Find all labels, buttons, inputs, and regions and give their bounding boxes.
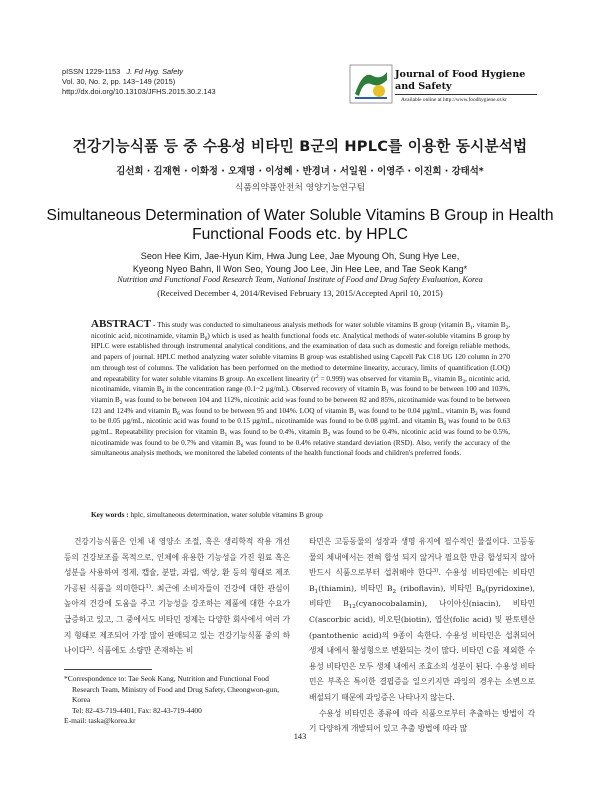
body-text: (riboflavin), 비타민 B bbox=[396, 583, 482, 593]
reference-marker: 3) bbox=[432, 568, 439, 575]
english-title-line1: Simultaneous Determination of Water Soluble Vitamins B Group in Health bbox=[46, 207, 554, 224]
footnote-email[interactable]: E-mail: taska@korea.kr bbox=[64, 716, 136, 726]
journal-name bbox=[395, 69, 525, 92]
subscript: 12 bbox=[348, 604, 356, 611]
english-authors-line1: Seon Hee Kim, Jae-Hyun Kim, Hwa Jung Lee, Jae Myoung Oh, Sung Hye Lee, bbox=[140, 251, 460, 261]
body-text: (pyridoxine), 비타민 B bbox=[309, 583, 535, 609]
page-number: 143 bbox=[293, 732, 307, 741]
volume-line: Vol. 30, No. 2, pp. 143~149 (2015) bbox=[62, 77, 176, 87]
english-title bbox=[40, 206, 560, 244]
subscript: 1 bbox=[353, 410, 357, 417]
superscript: 2 bbox=[315, 373, 319, 380]
abstract-text: , vitamin B bbox=[472, 321, 506, 329]
subscript: 1 bbox=[427, 378, 431, 385]
correspondence-footnote bbox=[64, 674, 294, 727]
abstract-text: , nicotinic acid, nicotinamide, vitamin B bbox=[91, 321, 510, 340]
subscript: 6 bbox=[177, 410, 180, 417]
abstract-text: was found to be between 95 and 104%. LOQ of vitamin B bbox=[179, 406, 354, 415]
korean-title: 건강기능식품 등 중 수용성 비타민 B군의 HPLC를 이용한 동시분석법 bbox=[72, 138, 528, 155]
subscript: 2 bbox=[475, 410, 478, 417]
subscript: 2 bbox=[462, 378, 466, 385]
subscript: 6 bbox=[204, 335, 208, 342]
subscript: 1 bbox=[314, 588, 319, 595]
subscript: 2 bbox=[505, 325, 509, 331]
abstract-text: ) which is used as health functional foods etc. Analytical methods of water-soluble vitamins B group by HPLC were established through instrumental analytical conditions, and the examination of data such as domestic and foreign reliable methods, and papers of journal. HPLC method analyzing water soluble vitamins B group was established using Capcell Pak C18 UG 120 column in 270 nm through test of columns. The validation has been performed on the method to determine linearity, accuracy, limits of quantification (LOQ) and repeatability for water soluble vitamins B group. An excellent linearity (r bbox=[91, 331, 511, 383]
body-text: (thiamin), 비타민 B bbox=[318, 583, 393, 593]
subscript: 6 bbox=[161, 389, 165, 396]
abstract-text: was found to be between 104 and 112%, nicotinic acid was found to be between 82 and 85%, nicotinamide was found to be between 121 and 124% and vitamin B bbox=[91, 395, 510, 415]
subscript: 6 bbox=[481, 588, 486, 595]
logo-divider bbox=[395, 94, 537, 95]
body-text: . 최근에 소비자들이 건강에 대한 관심이 높아져 건강에 도움을 주고 기능성을 강조하는 제품에 대한 수요가 급증하고 있고, 그 중에서도 비타민 정제는 다양한 회사에서 여러 가지 형태로 제조되어 가장 많이 판매되고 있는 건강기능식품 중의 하나이다 bbox=[64, 583, 290, 656]
subscript: 6 bbox=[240, 442, 244, 449]
abstract-text: was found to be 0.04 µg/mL, vitamin B bbox=[356, 406, 476, 415]
journal-name-line1: Journal of Food Hygiene bbox=[395, 69, 526, 80]
doi-link[interactable]: http://dx.doi.org/10.13103/JFHS.2015.30.2.143 bbox=[62, 87, 216, 97]
body-text: (cyanocobalamin), 나이아신(niacin), 비타민 C(ascorbic acid), 비오틴(biotin), 엽산(folic acid) 및 판토텐산(pantothenic acid)의 9종이 속한다. 수용성 비타민은 섭취되어 생체 내에서 활성형으로 변환되는 것이 많다. 비타민 C를 제외한 수용성 비타민은 모두 생체 내에서 조효소의 성분이 된다. 수용성 비타민은 부족은 특이한 결핍증을 일으키지만 과잉의 경우는 소변으로 배설되기 때문에 과잉증은 나타나지 않는다. bbox=[309, 599, 535, 702]
korean-affiliation: 식품의약품안전처 영양기능연구팀 bbox=[234, 183, 366, 193]
subscript: 2 bbox=[119, 399, 123, 406]
abstract-text: - This study was conducted to simultaneous analysis methods for water soluble vitamins B group (vitamin B bbox=[150, 321, 471, 329]
subscript: 2 bbox=[327, 432, 331, 439]
body-text: 타민은 고등동물의 성장과 생명 유지에 필수적인 물질이다. 고등동물의 체내에서는 전혀 합성 되지 않거나 필요한 만큼 합성되지 않아 반드시 식품으로부터 섭취해야 한다 bbox=[309, 537, 535, 578]
body-paragraph bbox=[64, 534, 290, 659]
reference-marker: 1) bbox=[145, 583, 152, 590]
footnote-correspondence: *Correspondence to: Tae Seok Kang, Nutrition and Functional Food Research Team, Ministry of Food and Drug Safety, Cheongwon-gun, Korea bbox=[64, 674, 279, 705]
abstract bbox=[91, 319, 510, 459]
subscript: 1 bbox=[224, 432, 228, 439]
subscript: 2 bbox=[392, 588, 397, 595]
reference-marker: 2) bbox=[86, 646, 92, 653]
journal-abbreviation: J. Fd Hyg. Safety bbox=[126, 67, 184, 76]
english-affiliation: Nutrition and Functional Food Research Team, National Institute of Food and Drug Safety Evaluation, Korea bbox=[117, 275, 483, 284]
abstract-text: in the concentration range (0.1~2 µg/mL). Observed recovery of vitamin B bbox=[164, 385, 387, 394]
abstract-text: = 0.999) was observed for vitamin B bbox=[318, 374, 428, 383]
journal-header-info bbox=[62, 67, 216, 98]
subscript: 1 bbox=[470, 325, 473, 331]
abstract-text: was found to be 0.05 µg/mL, nicotinic acid was found to be 0.15 µg/mL, nicotinamide was found to be 0.08 µg/mL and vitamin B bbox=[91, 406, 510, 426]
subscript: 1 bbox=[386, 389, 389, 396]
journal-logo bbox=[349, 64, 537, 106]
english-authors-line2: Kyeong Nyeo Bahn, Il Won Seo, Young Joo Lee, Jin Hee Lee, and Tae Seok Kang* bbox=[132, 263, 468, 274]
received-dates: (Received December 4, 2014/Revised February 13, 2015/Accepted April 10, 2015) bbox=[157, 288, 443, 298]
body-text: 건강기능식품은 인체 내 영양소 조절, 혹은 생리학적 작용 개선 등의 건강보조를 목적으로, 인체에 유용한 기능성을 가진 원료 혹은 성분을 사용하여 정제, 캡슐, 분말, 과립, 액상, 환 등의 형태로 제조 가공된 식품을 의미한다 bbox=[64, 537, 290, 593]
abstract-text: was found to be 0.4%, vitamin B bbox=[227, 428, 328, 437]
english-title-line2: Functional Foods etc. by HPLC bbox=[192, 226, 408, 243]
abstract-text: was found to be 0.4%, nicotinic acid was found to be 0.5%, nicotinamide was found to be 0.7% and vitamin B bbox=[91, 428, 510, 447]
body-text: . 식품에도 소량만 존재하는 비 bbox=[91, 646, 194, 656]
keywords bbox=[91, 510, 510, 519]
english-authors bbox=[0, 250, 600, 275]
body-column-right bbox=[309, 534, 535, 737]
footnote-phone: Tel: 82-43-719-4401, Fax: 82-43-719-4400 bbox=[72, 705, 202, 715]
body-paragraph: 수용성 비타민은 종류에 따라 식품으로부터 추출하는 방법이 각기 다양하게 개발되어 있고 추출 방법에 따라 많 bbox=[309, 708, 535, 734]
abstract-text: was found to be 0.4% relative standard deviation (RSD). Also, verify the accuracy of the simultaneous analysis methods, we monitored the labeled contents of the health functional foods and children's preferred foods. bbox=[91, 438, 510, 458]
subscript: 6 bbox=[443, 421, 446, 428]
abstract-text: was found to be 0.63 µg/mL. Repeatability precision for vitamin B bbox=[91, 417, 510, 437]
keywords-label: Key words : bbox=[91, 510, 129, 519]
abstract-text: , vitamin B bbox=[430, 374, 463, 383]
body-paragraph bbox=[309, 534, 535, 706]
korean-authors: 김선희 · 김재현 · 이화정 · 오재명 · 이성혜 · 반경녀 · 서일원 · 이영주 · 이진희 · 강태석* bbox=[116, 166, 484, 177]
body-column-left bbox=[64, 534, 290, 659]
footnote-divider bbox=[64, 669, 152, 670]
abstract-text: was found to be between 100 and 103%, vitamin B bbox=[91, 385, 510, 404]
abstract-text: , nicotinic acid, nicotinamide, vitamin B bbox=[91, 374, 510, 394]
body-text: . 수용성 비타민에는 비타민 B bbox=[309, 568, 535, 593]
journal-logo-icon bbox=[349, 64, 393, 104]
journal-name-line2: and Safety bbox=[395, 80, 452, 92]
abstract-heading: ABSTRACT bbox=[91, 318, 151, 330]
keywords-text: hplc, simultaneous determination, water soluble vitamins B group bbox=[128, 510, 323, 519]
journal-url[interactable]: Available online at http://www.foodhygiene.or.kr bbox=[401, 97, 507, 103]
pissn: pISSN 1229-1153 bbox=[62, 67, 121, 76]
